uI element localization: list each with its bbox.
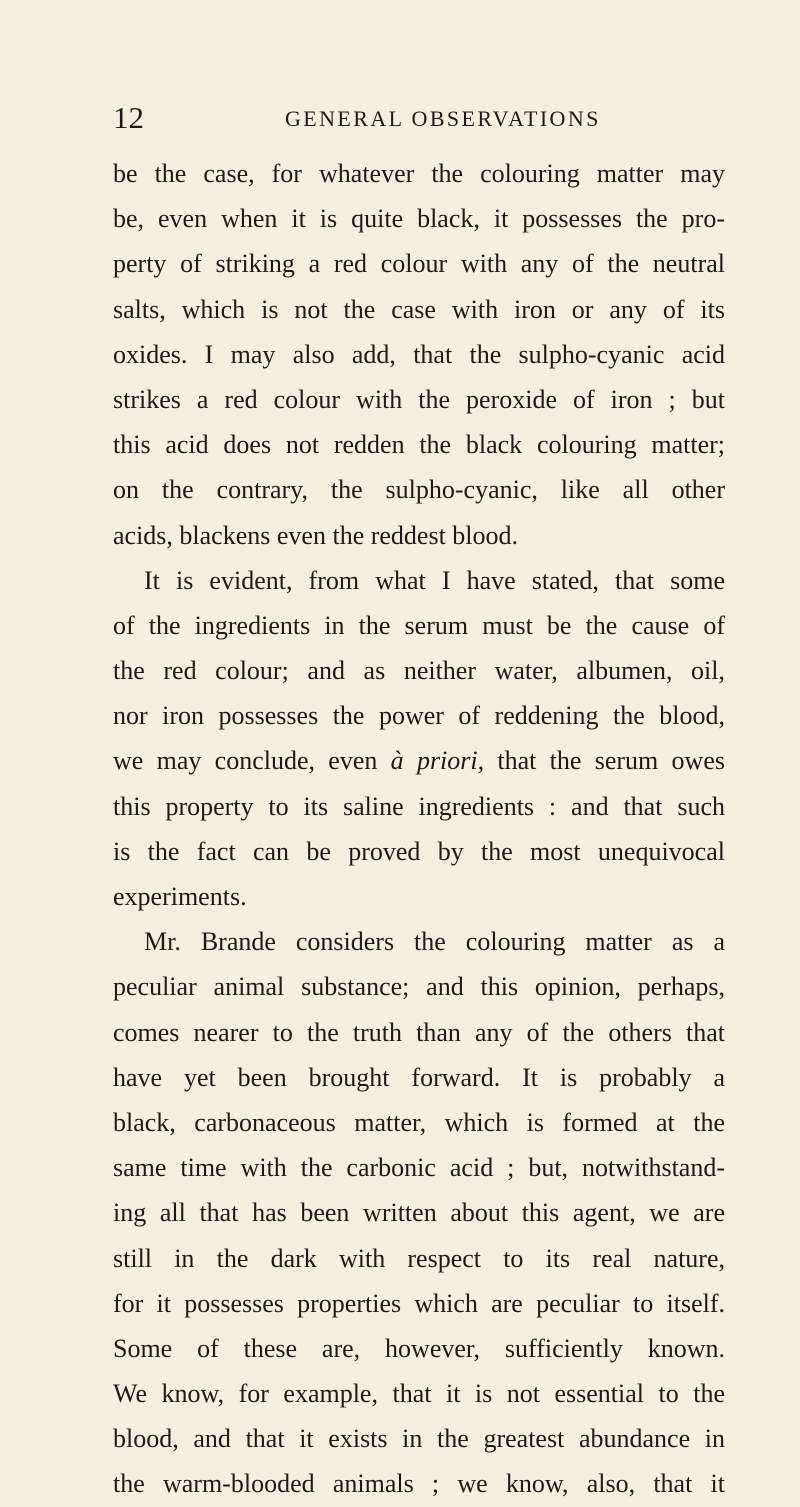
page-number: 12 xyxy=(113,100,144,135)
text-line: have yet been brought forward. It is probably a xyxy=(113,1062,725,1092)
text-line: blood, and that it exists in the greatest abundance in xyxy=(113,1424,725,1454)
text-line: Some of these are, however, sufficiently known. xyxy=(113,1333,725,1363)
text-line: ing all that has been written about this agent, we are xyxy=(113,1198,725,1228)
text-line: is the fact can be proved by the most unequivocal xyxy=(113,836,725,866)
text-line: still in the dark with respect to its real nature, xyxy=(113,1243,725,1273)
line-text-before-italic: we may conclude, even xyxy=(113,746,391,776)
running-head: GENERAL OBSERVATIONS xyxy=(285,106,601,131)
text-line: be the case, for whatever the colouring matter may xyxy=(113,159,725,188)
text-line: salts, which is not the case with iron or any of its xyxy=(113,294,725,324)
text-line: for it possesses properties which are peculiar to itself. xyxy=(113,1288,725,1318)
text-line: strikes a red colour with the peroxide of iron ; but xyxy=(113,384,725,414)
text-line: the warm-blooded animals ; we know, also, that it xyxy=(113,1469,725,1499)
text-line: the red colour; and as neither water, albumen, oil, xyxy=(113,656,725,686)
line-text-after-italic: that the serum owes xyxy=(484,746,725,776)
text-line: same time with the carbonic acid ; but, notwithstand- xyxy=(113,1153,725,1183)
italic-phrase: à priori, xyxy=(390,746,485,776)
text-line: perty of striking a red colour with any of the neutral xyxy=(113,249,725,279)
text-line: of the ingredients in the serum must be the cause of xyxy=(113,610,725,640)
text-line xyxy=(113,738,725,783)
paragraph-start-line: Mr. Brande considers the colouring matter as a xyxy=(144,927,725,957)
text-line: this acid does not redden the black colouring matter; xyxy=(113,430,725,460)
text-line: be, even when it is quite black, it possesses the pro- xyxy=(113,204,725,234)
paragraph-start-line: It is evident, from what I have stated, that some xyxy=(144,565,725,595)
page-header xyxy=(113,98,725,138)
text-line: on the contrary, the sulpho-cyanic, like all other xyxy=(113,475,725,505)
text-line: acids, blackens even the reddest blood. xyxy=(113,520,519,550)
text-line: peculiar animal substance; and this opinion, perhaps, xyxy=(113,972,725,1002)
text-line: We know, for example, that it is not essential to the xyxy=(113,1379,725,1409)
text-line: black, carbonaceous matter, which is formed at the xyxy=(113,1107,725,1137)
body-text xyxy=(113,151,725,1507)
text-line: experiments. xyxy=(113,882,247,911)
text-line: this property to its saline ingredients : and that such xyxy=(113,791,725,821)
text-line: oxides. I may also add, that the sulpho-cyanic acid xyxy=(113,339,725,369)
text-line: nor iron possesses the power of reddening the blood, xyxy=(113,701,725,731)
text-line: comes nearer to the truth than any of the others that xyxy=(113,1017,725,1047)
